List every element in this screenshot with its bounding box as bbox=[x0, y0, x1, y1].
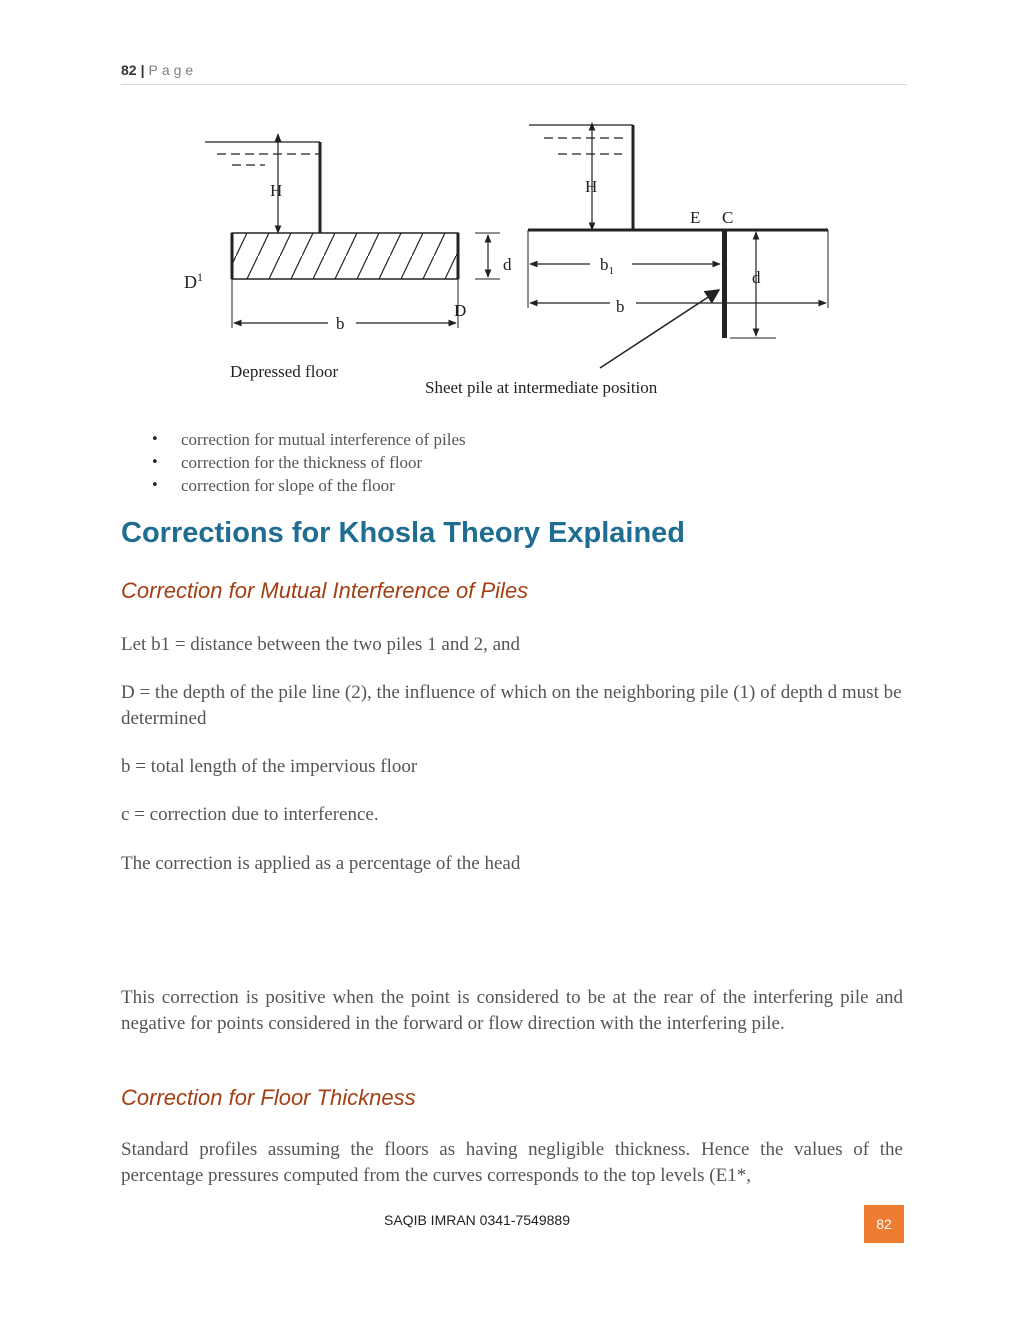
list-item: • correction for mutual interference of piles bbox=[121, 428, 466, 451]
header-separator: | bbox=[140, 62, 145, 78]
floor-diagram bbox=[170, 118, 850, 408]
paragraph-b1: Let b1 = distance between the two piles 1 and 2, and bbox=[121, 634, 521, 655]
page-header bbox=[121, 62, 907, 85]
footer-page-box: 82 bbox=[864, 1205, 904, 1243]
diagram-svg bbox=[170, 118, 850, 408]
subheading-floor-thickness: Correction for Floor Thickness bbox=[121, 1085, 416, 1110]
list-item: • correction for slope of the floor bbox=[121, 474, 466, 497]
section-title: Corrections for Khosla Theory Explained bbox=[121, 517, 685, 549]
label-c: C bbox=[722, 208, 734, 227]
length-label-left: b bbox=[336, 314, 345, 333]
subheading-mutual-interference: Correction for Mutual Interference of Piles bbox=[121, 578, 529, 603]
paragraph-sign: This correction is positive when the point is considered to be at the rear of the interfering pile and negative for points considered in the forward or flow direction with the interfering pile. bbox=[121, 987, 903, 1034]
depth-label-left: d bbox=[503, 255, 512, 274]
paragraph-head: The correction is applied as a percentage of the head bbox=[121, 853, 521, 874]
paragraph-standard-profiles: Standard profiles assuming the floors as having negligible thickness. Hence the values of the percentage pressures computed from the curves corresponds to the top levels (E1*, bbox=[121, 1139, 903, 1186]
paragraph-b: b = total length of the impervious floor bbox=[121, 756, 418, 777]
footer-author: SAQIB IMRAN 0341-7549889 bbox=[384, 1212, 570, 1228]
upstream-label: $D^1$ bbox=[184, 270, 203, 292]
paragraph-c: c = correction due to interference. bbox=[121, 804, 379, 825]
total-label-right: b bbox=[616, 297, 625, 316]
right-diagram bbox=[425, 123, 828, 397]
head-label-left: H bbox=[270, 181, 283, 200]
span-label-right: $b_1$ bbox=[600, 255, 614, 277]
label-e: E bbox=[690, 208, 701, 227]
right-caption: Sheet pile at intermediate position bbox=[425, 378, 658, 397]
depth-label-right: d bbox=[752, 268, 761, 287]
list-item: • correction for the thickness of floor bbox=[121, 451, 466, 474]
depressed-floor-block bbox=[232, 233, 458, 279]
left-diagram bbox=[184, 134, 512, 381]
header-page-word: Page bbox=[148, 62, 198, 78]
downstream-label: D bbox=[454, 301, 467, 320]
paragraph-depth: D = the depth of the pile line (2), the influence of which on the neighboring pile (1) of depth d must be determined bbox=[121, 682, 902, 729]
header-page-number: 82 bbox=[121, 62, 137, 78]
correction-list bbox=[121, 428, 466, 497]
sheet-pile bbox=[722, 230, 727, 338]
left-caption: Depressed floor bbox=[230, 362, 339, 381]
head-label-right: H bbox=[585, 177, 598, 196]
